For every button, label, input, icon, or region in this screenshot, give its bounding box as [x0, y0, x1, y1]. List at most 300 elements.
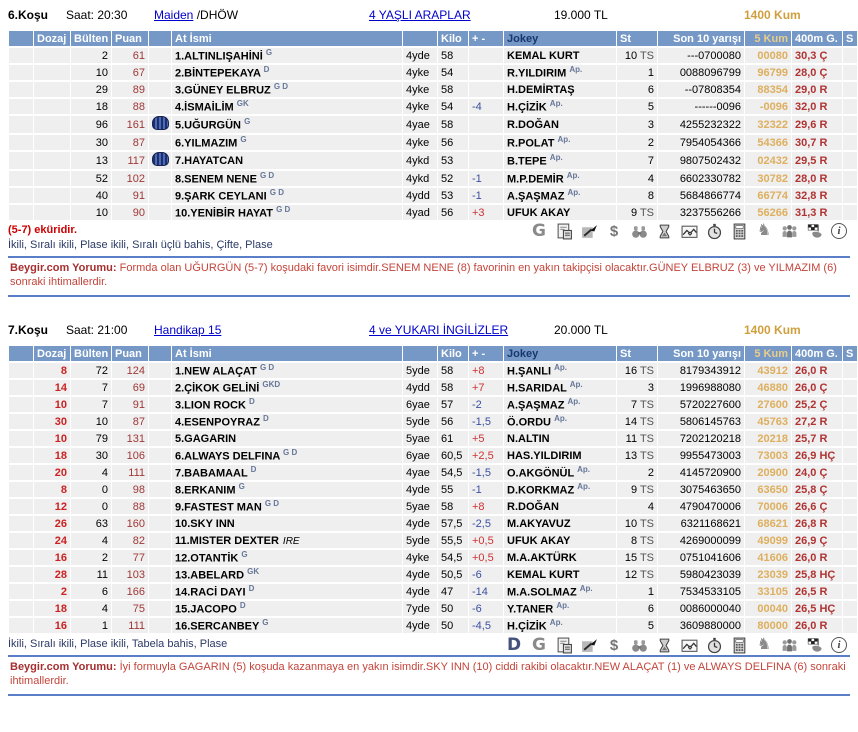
bulten-cell: 6	[71, 584, 111, 599]
chart-icon[interactable]	[680, 636, 698, 654]
g-icon[interactable]: G	[532, 634, 546, 655]
icon-cell	[9, 618, 33, 633]
icon-cell	[9, 99, 33, 114]
jockey-name[interactable]: M.A.SOLMAZ	[507, 586, 577, 599]
dozaj-cell: 10	[34, 431, 70, 446]
jockey-name[interactable]: B.TEPE	[507, 155, 547, 168]
delta-cell: -6	[469, 567, 503, 582]
age-cell: 5yde	[403, 414, 437, 429]
icon-cell	[9, 135, 33, 150]
horse-name[interactable]: 1.ALTINLIŞAHİNİ	[175, 50, 263, 63]
binoculars-icon[interactable]	[630, 636, 648, 654]
icon-cell	[9, 65, 33, 80]
silk-cell	[149, 618, 171, 633]
race-condition-link[interactable]: Maiden	[154, 8, 194, 22]
kilo-cell: 56	[438, 414, 468, 429]
jockey-cell	[504, 363, 616, 378]
horse-icon[interactable]: ♞	[756, 222, 772, 239]
bulten-cell: 30	[71, 448, 111, 463]
table-row	[9, 82, 857, 97]
puan-cell: 124	[112, 363, 148, 378]
age-cell: 4yae	[403, 465, 437, 480]
bet-types: İkili, Sıralı ikili, Plase ikili, Sıralı üçlü bahis, Çifte, Plase	[8, 239, 273, 251]
son10-cell: --07808354	[658, 82, 744, 97]
son10-cell: 4790470006	[658, 499, 744, 514]
apprentice-flag: Ap.	[579, 584, 593, 594]
dozaj-cell: 14	[34, 380, 70, 395]
bulletin-icon[interactable]	[555, 636, 573, 654]
jockey-name[interactable]: KEMAL KURT	[507, 568, 580, 581]
binoculars-icon[interactable]	[630, 222, 648, 240]
column-header-s: S	[843, 346, 857, 361]
bulten-cell: 10	[71, 414, 111, 429]
icon-cell	[9, 205, 33, 220]
puan-cell: 166	[112, 584, 148, 599]
dollar-icon[interactable]: $	[609, 222, 619, 240]
horse-flags: D	[248, 584, 255, 594]
s-cell	[843, 116, 857, 133]
icon-cell	[9, 380, 33, 395]
name-cell	[172, 516, 402, 531]
horse-name[interactable]: 5.GAGARIN	[175, 432, 237, 445]
m400-cell: 31,3 R	[792, 205, 842, 220]
dozaj-cell	[34, 65, 70, 80]
kum5-cell: 33105	[745, 584, 791, 599]
s-cell	[843, 499, 857, 514]
horse-name[interactable]: 6.ALWAYS DELFINA	[175, 450, 280, 463]
apprentice-flag: Ap.	[557, 135, 571, 145]
race-condition-link[interactable]: Handikap 15	[154, 323, 222, 337]
puan-cell: 90	[112, 205, 148, 220]
jockey-name[interactable]: M.A.AKTÜRK	[507, 551, 577, 564]
kum5-cell: -0096	[745, 99, 791, 114]
age-cell: 6yae	[403, 448, 437, 463]
s-cell	[843, 482, 857, 497]
delta-cell: +8	[469, 499, 503, 514]
bulten-cell: 10	[71, 205, 111, 220]
horse-name[interactable]: 2.ÇİKOK GELİNİ	[175, 382, 260, 395]
table-row	[9, 48, 857, 63]
delta-cell: -1	[469, 188, 503, 203]
horse-name[interactable]: 3.LION ROCK	[175, 399, 246, 412]
st-cell: 3	[617, 116, 657, 133]
jockey-name[interactable]: R.DOĞAN	[507, 118, 559, 131]
st-cell: 4	[617, 171, 657, 186]
table-row	[9, 516, 857, 531]
kilo-cell: 50	[438, 618, 468, 633]
s-cell	[843, 99, 857, 114]
horse-name[interactable]: 10.YENİBİR HAYAT	[175, 207, 274, 220]
jockey-cell	[504, 516, 616, 531]
silk-cell	[149, 397, 171, 412]
stopwatch-icon[interactable]	[705, 636, 723, 654]
age-cell: 4yde	[403, 584, 437, 599]
jockey-name[interactable]: Ö.ORDU	[507, 416, 551, 429]
jockey-name[interactable]: H.ÇİZİK	[507, 620, 547, 633]
column-header-delta: + -	[469, 31, 503, 46]
dozaj-cell: 16	[34, 618, 70, 633]
stopwatch-icon[interactable]	[705, 222, 723, 240]
horse-name[interactable]: 2.BİNTEPEKAYA	[175, 67, 261, 80]
son10-cell: 0086000040	[658, 601, 744, 616]
table-row	[9, 618, 857, 633]
icon-cell	[9, 431, 33, 446]
icon-cell	[9, 499, 33, 514]
horse-name[interactable]: 1.NEW ALAÇAT	[175, 365, 257, 378]
puan-cell: 88	[112, 99, 148, 114]
name-cell	[172, 135, 402, 150]
jockey-name[interactable]: A.ŞAŞMAZ	[507, 190, 565, 203]
horse-flags: G	[241, 550, 248, 560]
race-time: Saat: 20:30	[66, 8, 128, 22]
dozaj-cell: 2	[34, 584, 70, 599]
jockey-name[interactable]: R.POLAT	[507, 137, 555, 150]
horse-name[interactable]: 13.ABELARD	[175, 569, 245, 582]
race-prize: 19.000 TL	[554, 8, 608, 22]
age-cell: 6yae	[403, 397, 437, 412]
silk-cell	[149, 82, 171, 97]
column-header-puan: Puan	[112, 346, 148, 361]
puan-cell: 98	[112, 482, 148, 497]
jockey-name[interactable]: H.ŞANLI	[507, 365, 551, 378]
table-row	[9, 550, 857, 565]
puan-cell: 111	[112, 618, 148, 633]
people-icon[interactable]	[780, 636, 798, 654]
g-icon[interactable]: G	[532, 220, 546, 241]
horse-name[interactable]: 8.ERKANIM	[175, 484, 236, 497]
table-row	[9, 205, 857, 220]
age-cell: 7yde	[403, 601, 437, 616]
name-cell	[172, 380, 402, 395]
horse-name[interactable]: 6.YILMAZIM	[175, 137, 238, 150]
table-row	[9, 448, 857, 463]
s-cell	[843, 448, 857, 463]
kum5-cell: 41606	[745, 550, 791, 565]
horse-origin: IRE	[282, 535, 300, 547]
silk-cell	[149, 482, 171, 497]
hourglass-icon[interactable]	[655, 222, 673, 240]
d-icon[interactable]: D	[506, 634, 522, 655]
column-header-kum5: 5 Kum	[745, 31, 791, 46]
age-cell: 4yke	[403, 65, 437, 80]
age-cell: 4yde	[403, 516, 437, 531]
horse-flags: G	[244, 117, 251, 127]
table-row	[9, 499, 857, 514]
kum5-cell: 30782	[745, 171, 791, 186]
apprentice-flag: Ap.	[554, 414, 567, 424]
silk-cell	[149, 499, 171, 514]
horse-name[interactable]: 15.JACOPO	[175, 603, 237, 616]
jockey-name[interactable]: N.ALTIN	[507, 432, 550, 445]
jockey-cell	[504, 533, 616, 548]
jockey-cell	[504, 618, 616, 633]
silk-cell	[149, 48, 171, 63]
m400-cell: 32,8 R	[792, 188, 842, 203]
kum5-cell: 96799	[745, 65, 791, 80]
kilo-cell: 52	[438, 171, 468, 186]
jockey-name[interactable]: D.KORKMAZ	[507, 484, 575, 497]
horse-name[interactable]: 12.OTANTİK	[175, 552, 239, 565]
info-icon[interactable]: i	[830, 222, 848, 240]
race-section	[8, 8, 854, 297]
delta-cell: +0,5	[469, 533, 503, 548]
jockey-name[interactable]: O.AKGÖNÜL	[507, 467, 575, 480]
horse-flags: G D	[283, 448, 298, 458]
delta-cell	[469, 82, 503, 97]
icon-cell	[9, 48, 33, 63]
horse-name[interactable]: 7.HAYATCAN	[175, 154, 244, 167]
puan-cell: 87	[112, 414, 148, 429]
m400-cell: 25,7 R	[792, 431, 842, 446]
icon-cell	[9, 363, 33, 378]
age-cell: 5yde	[403, 363, 437, 378]
calculator-icon[interactable]	[730, 222, 748, 240]
son10-cell: 3609880000	[658, 618, 744, 633]
jockey-cell	[504, 65, 616, 80]
icon-cell	[9, 601, 33, 616]
chart-icon[interactable]	[680, 222, 698, 240]
horse-name[interactable]: 9.ŞARK CEYLANI	[175, 190, 267, 203]
jockey-cell	[504, 135, 616, 150]
puan-cell: 91	[112, 397, 148, 412]
m400-cell: 25,2 Ç	[792, 397, 842, 412]
jockey-name[interactable]: UFUK AKAY	[507, 206, 571, 219]
race-header	[8, 8, 850, 26]
horse-flags: D	[239, 601, 246, 611]
son10-cell: 4255232322	[658, 116, 744, 133]
jockey-name[interactable]: Y.TANER	[507, 603, 554, 616]
silk-cell	[149, 380, 171, 395]
race-group-link[interactable]: 4 ve YUKARI İNGİLİZLER	[369, 323, 509, 337]
horse-name[interactable]: 9.FASTEST MAN	[175, 501, 262, 514]
kilo-cell: 58	[438, 363, 468, 378]
bulten-cell: 63	[71, 516, 111, 531]
jockey-silk-icon	[152, 152, 169, 166]
silk-cell	[149, 152, 171, 169]
column-header-puan: Puan	[112, 31, 148, 46]
s-cell	[843, 465, 857, 480]
bet-types: İkili, Sıralı ikili, Plase ikili, Tabela bahis, Plase	[8, 638, 228, 650]
jockey-name[interactable]: H.SARIDAL	[507, 382, 567, 395]
age-cell: 5yae	[403, 499, 437, 514]
bulten-cell: 0	[71, 499, 111, 514]
st-cell: 7	[617, 152, 657, 169]
race-time: Saat: 21:00	[66, 323, 128, 337]
s-cell	[843, 397, 857, 412]
kilo-cell: 54,5	[438, 550, 468, 565]
silk-cell	[149, 431, 171, 446]
horse-name[interactable]: 8.SENEM NENE	[175, 173, 257, 186]
kum5-cell: 80000	[745, 618, 791, 633]
icon-cell	[9, 465, 33, 480]
horse-name[interactable]: 4.İSMAİLİM	[175, 101, 234, 114]
dozaj-cell: 8	[34, 363, 70, 378]
icon-cell	[9, 516, 33, 531]
horse-flags: GK	[236, 99, 249, 109]
column-header-kilo: Kilo	[438, 31, 468, 46]
people-icon[interactable]	[780, 222, 798, 240]
st-cell: 10 TS	[617, 516, 657, 531]
son10-cell: 7202120218	[658, 431, 744, 446]
age-cell: 4yde	[403, 482, 437, 497]
st-cell: 2	[617, 135, 657, 150]
trend-icon[interactable]	[580, 636, 598, 654]
table-row	[9, 116, 857, 133]
hourglass-icon[interactable]	[655, 636, 673, 654]
son10-cell: 7534533105	[658, 584, 744, 599]
horse-name[interactable]: 3.GÜNEY ELBRUZ	[175, 84, 271, 97]
dozaj-cell: 10	[34, 397, 70, 412]
column-header-icon	[9, 31, 33, 46]
kilo-cell: 58	[438, 82, 468, 97]
silk-cell	[149, 205, 171, 220]
jockey-cell	[504, 567, 616, 582]
trend-icon[interactable]	[580, 222, 598, 240]
apprentice-flag: Ap.	[567, 188, 581, 198]
delta-cell: +7	[469, 380, 503, 395]
jockey-cell	[504, 205, 616, 220]
bulten-cell: 52	[71, 171, 111, 186]
st-cell: 2	[617, 465, 657, 480]
horse-flags: G D	[273, 82, 289, 92]
kilo-cell: 54	[438, 99, 468, 114]
dozaj-cell: 20	[34, 465, 70, 480]
bulten-cell: 72	[71, 363, 111, 378]
jockey-name[interactable]: M.P.DEMİR	[507, 173, 564, 186]
horse-flags: G D	[259, 171, 275, 181]
table-row	[9, 567, 857, 582]
name-cell	[172, 601, 402, 616]
horses-table	[8, 344, 858, 635]
race-prize: 20.000 TL	[554, 323, 608, 337]
horse-flags: G	[238, 482, 245, 492]
finish-flag-icon[interactable]	[805, 222, 823, 240]
jockey-name[interactable]: KEMAL KURT	[507, 49, 580, 62]
jockey-name[interactable]: R.DOĞAN	[507, 500, 559, 513]
info-icon[interactable]: i	[830, 636, 848, 654]
table-row	[9, 99, 857, 114]
kilo-cell: 58	[438, 48, 468, 63]
column-header-bulten: Bülten	[71, 346, 111, 361]
age-cell: 4yad	[403, 205, 437, 220]
dozaj-cell: 30	[34, 414, 70, 429]
kum5-cell: 54366	[745, 135, 791, 150]
jockey-cell	[504, 550, 616, 565]
kilo-cell: 53	[438, 188, 468, 203]
m400-cell: 26,0 R	[792, 363, 842, 378]
race-group-link[interactable]: 4 YAŞLI ARAPLAR	[369, 8, 471, 22]
jockey-name[interactable]: A.ŞAŞMAZ	[507, 399, 565, 412]
horse-name[interactable]: 16.SERCANBEY	[175, 620, 260, 633]
column-header-s: S	[843, 31, 857, 46]
horse-name[interactable]: 14.RACİ DAYI	[175, 586, 246, 599]
delta-cell	[469, 65, 503, 80]
puan-cell: 117	[112, 152, 148, 169]
puan-cell: 111	[112, 465, 148, 480]
s-cell	[843, 48, 857, 63]
puan-cell: 103	[112, 567, 148, 582]
column-header-st: St	[617, 31, 657, 46]
silk-cell	[149, 550, 171, 565]
st-cell: 11 TS	[617, 431, 657, 446]
footer-icon-strip	[505, 636, 848, 654]
calculator-icon[interactable]	[730, 636, 748, 654]
name-cell	[172, 584, 402, 599]
bulletin-icon[interactable]	[555, 222, 573, 240]
horse-icon[interactable]: ♞	[756, 636, 772, 653]
son10-cell: 4145720900	[658, 465, 744, 480]
son10-cell: 8179343912	[658, 363, 744, 378]
silk-cell	[149, 116, 171, 133]
dozaj-cell: 26	[34, 516, 70, 531]
age-cell: 4ydd	[403, 380, 437, 395]
jockey-name[interactable]: R.YILDIRIM	[507, 67, 567, 80]
kum5-cell: 88354	[745, 82, 791, 97]
race-number: 6.Koşu	[8, 8, 49, 22]
jockey-cell	[504, 171, 616, 186]
s-cell	[843, 414, 857, 429]
m400-cell: 25,8 Ç	[792, 482, 842, 497]
horse-name[interactable]: 5.UĞURGÜN	[175, 119, 242, 132]
horse-flags: D	[263, 65, 270, 75]
puan-cell: 69	[112, 380, 148, 395]
s-cell	[843, 550, 857, 565]
st-cell: 9 TS	[617, 482, 657, 497]
dollar-icon[interactable]: $	[609, 636, 619, 654]
m400-cell: 28,0 Ç	[792, 65, 842, 80]
silk-cell	[149, 135, 171, 150]
apprentice-flag: Ap.	[569, 65, 583, 75]
column-header-kum5: 5 Kum	[745, 346, 791, 361]
kilo-cell: 61	[438, 431, 468, 446]
jockey-name[interactable]: HAS.YILDIRIM	[507, 449, 582, 462]
kum5-cell: 70006	[745, 499, 791, 514]
jockey-name[interactable]: UFUK AKAY	[507, 534, 571, 547]
bulten-cell: 18	[71, 99, 111, 114]
st-cell: 4	[617, 499, 657, 514]
jockey-name[interactable]: H.ÇİZİK	[507, 101, 547, 114]
s-cell	[843, 601, 857, 616]
puan-cell: 77	[112, 550, 148, 565]
horse-flags: GKD	[262, 380, 281, 390]
name-cell	[172, 99, 402, 114]
finish-flag-icon[interactable]	[805, 636, 823, 654]
horse-name[interactable]: 7.BABAMAAL	[175, 467, 248, 480]
jockey-cell	[504, 152, 616, 169]
m400-cell: 26,5 HÇ	[792, 601, 842, 616]
horse-name[interactable]: 4.ESENPOYRAZ	[175, 416, 260, 429]
horse-name[interactable]: 11.MISTER DEXTER	[175, 534, 279, 547]
column-header-jockey: Jokey	[504, 31, 616, 46]
m400-cell: 32,0 R	[792, 99, 842, 114]
silk-cell	[149, 99, 171, 114]
st-cell: 16 TS	[617, 363, 657, 378]
race-footer	[8, 220, 850, 258]
son10-cell: 5806145763	[658, 414, 744, 429]
table-row	[9, 482, 857, 497]
column-header-m400: 400m G.	[792, 346, 842, 361]
kilo-cell: 55,5	[438, 533, 468, 548]
jockey-name[interactable]: H.DEMİRTAŞ	[507, 83, 575, 96]
horse-name[interactable]: 10.SKY INN	[175, 517, 235, 530]
apprentice-flag: Ap.	[566, 171, 580, 181]
puan-cell: 75	[112, 601, 148, 616]
jockey-name[interactable]: M.AKYAVUZ	[507, 517, 571, 530]
jockey-cell	[504, 116, 616, 133]
delta-cell: +5	[469, 431, 503, 446]
puan-cell: 102	[112, 171, 148, 186]
kilo-cell: 47	[438, 584, 468, 599]
